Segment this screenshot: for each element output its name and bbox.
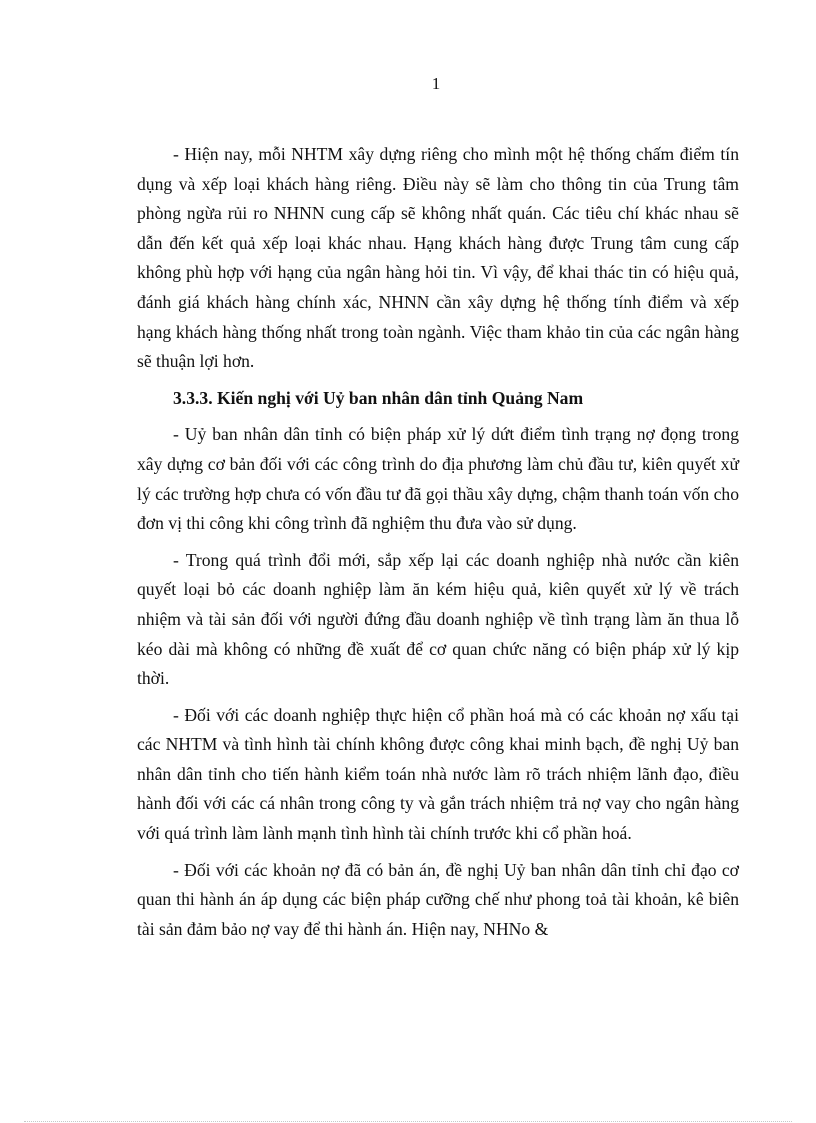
section-heading: 3.3.3. Kiến nghị với Uỷ ban nhân dân tỉnh Quảng Nam xyxy=(173,387,584,408)
paragraph-judgment-enforcement: - Đối với các khoản nợ đã có bản án, đề nghị Uỷ ban nhân dân tỉnh chỉ đạo cơ quan thi hành án áp dụng các biện pháp cưỡng chế như phong toả tài khoản, kê biên tài sản đảm bảo nợ vay để thi hành án. Hiện nay, NHNo & xyxy=(137,859,739,939)
page-bottom-divider xyxy=(24,1121,792,1122)
page-number: 1 xyxy=(431,74,441,93)
paragraph-soe-restructuring: - Trong quá trình đổi mới, sắp xếp lại các doanh nghiệp nhà nước cần kiên quyết loại bỏ các doanh nghiệp làm ăn kém hiệu quả, kiên quyết xử lý về trách nhiệm và tài sản đối với người đứng đầu doanh nghiệp về tình trạng làm ăn thua lỗ kéo dài mà không có những đề xuất để cơ quan chức năng có biện pháp xử lý kịp thời. xyxy=(137,549,739,689)
paragraph-construction-debt: - Uỷ ban nhân dân tỉnh có biện pháp xử lý dứt điểm tình trạng nợ đọng trong xây dựng cơ bản đối với các công trình do địa phương làm chủ đầu tư, kiên quyết xử lý các trường hợp chưa có vốn đầu tư đã gọi thầu xây dựng, chậm thanh toán vốn cho đơn vị thi công khi công trình đã nghiệm thu đưa vào sử dụng. xyxy=(137,424,739,534)
paragraph-credit-scoring: - Hiện nay, mỗi NHTM xây dựng riêng cho mình một hệ thống chấm điểm tín dụng và xếp loại khách hàng riêng. Điều này sẽ làm cho thông tin của Trung tâm phòng ngừa rủi ro NHNN cung cấp sẽ không nhất quán. Các tiêu chí khác nhau sẽ dẫn đến kết quả xếp loại khác nhau. Hạng khách hàng được Trung tâm cung cấp không phù hợp với hạng của ngân hàng hỏi tin. Vì vậy, để khai thác tin có hiệu quả, đánh giá khách hàng chính xác, NHNN cần xây dựng hệ thống tính điểm và xếp hạng khách hàng thống nhất trong toàn ngành. Việc tham khảo tin của các ngân hàng sẽ thuận lợi hơn. xyxy=(137,144,739,372)
paragraph-equitization: - Đối với các doanh nghiệp thực hiện cổ phần hoá mà có các khoản nợ xấu tại các NHTM và tình hình tài chính không được công khai minh bạch, đề nghị Uỷ ban nhân dân tỉnh cho tiến hành kiểm toán nhà nước làm rõ trách nhiệm lãnh đạo, điều hành đối với các cá nhân trong công ty và gắn trách nhiệm trả nợ vay cho ngân hàng với quá trình làm lành mạnh tình hình tài chính trước khi cổ phần hoá. xyxy=(137,704,739,844)
document-body xyxy=(137,140,739,951)
